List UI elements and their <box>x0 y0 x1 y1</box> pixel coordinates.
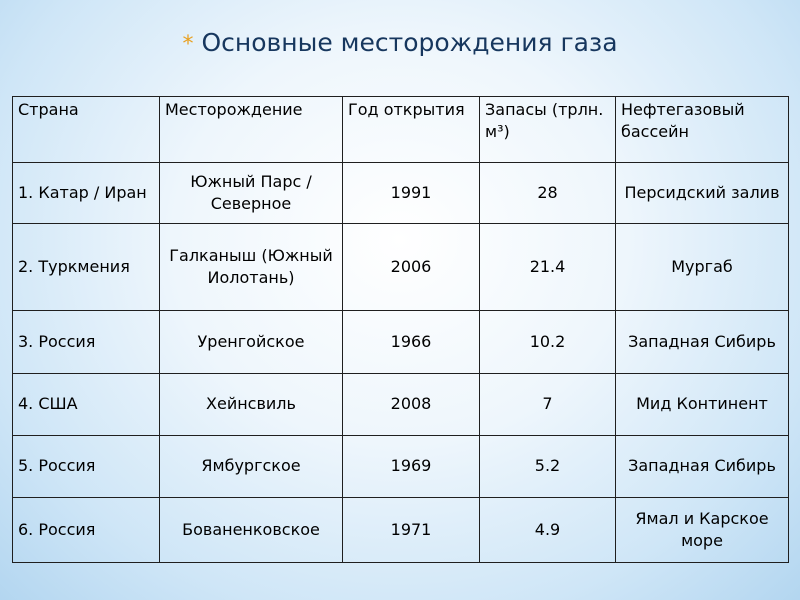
cell-reserves: 21.4 <box>480 224 616 311</box>
cell-year: 1969 <box>343 436 480 498</box>
cell-basin: Ямал и Карское море <box>616 498 789 563</box>
table-row <box>13 311 789 374</box>
cell-year: 1971 <box>343 498 480 563</box>
table-row <box>13 374 789 436</box>
page-title-text: Основные месторождения газа <box>201 28 618 57</box>
cell-country: 6. Россия <box>13 498 160 563</box>
cell-year: 1991 <box>343 163 480 224</box>
cell-country: 1. Катар / Иран <box>13 163 160 224</box>
cell-field: Галканыш (Южный Иолотань) <box>160 224 343 311</box>
table-header-row <box>13 97 789 163</box>
cell-basin: Мургаб <box>616 224 789 311</box>
cell-basin: Западная Сибирь <box>616 436 789 498</box>
page-title <box>0 28 800 57</box>
table-row <box>13 163 789 224</box>
cell-reserves: 10.2 <box>480 311 616 374</box>
cell-reserves: 7 <box>480 374 616 436</box>
cell-basin: Западная Сибирь <box>616 311 789 374</box>
header-field: Месторождение <box>160 97 343 163</box>
gas-fields-table <box>12 96 789 563</box>
cell-field: Уренгойское <box>160 311 343 374</box>
header-year: Год открытия <box>343 97 480 163</box>
table-row <box>13 224 789 311</box>
cell-basin: Персидский залив <box>616 163 789 224</box>
cell-country: 5. Россия <box>13 436 160 498</box>
cell-reserves: 5.2 <box>480 436 616 498</box>
cell-year: 2006 <box>343 224 480 311</box>
cell-year: 1966 <box>343 311 480 374</box>
cell-reserves: 28 <box>480 163 616 224</box>
table-row <box>13 436 789 498</box>
asterisk-bullet-icon: * <box>182 32 194 57</box>
cell-field: Бованенковское <box>160 498 343 563</box>
cell-field: Южный Парс / Северное <box>160 163 343 224</box>
header-reserves: Запасы (трлн. м³) <box>480 97 616 163</box>
cell-country: 4. США <box>13 374 160 436</box>
header-country: Страна <box>13 97 160 163</box>
cell-field: Ямбургское <box>160 436 343 498</box>
cell-country: 3. Россия <box>13 311 160 374</box>
table-row <box>13 498 789 563</box>
header-basin: Нефтегазовый бассейн <box>616 97 789 163</box>
cell-reserves: 4.9 <box>480 498 616 563</box>
cell-field: Хейнсвиль <box>160 374 343 436</box>
cell-basin: Мид Континент <box>616 374 789 436</box>
cell-country: 2. Туркмения <box>13 224 160 311</box>
cell-year: 2008 <box>343 374 480 436</box>
